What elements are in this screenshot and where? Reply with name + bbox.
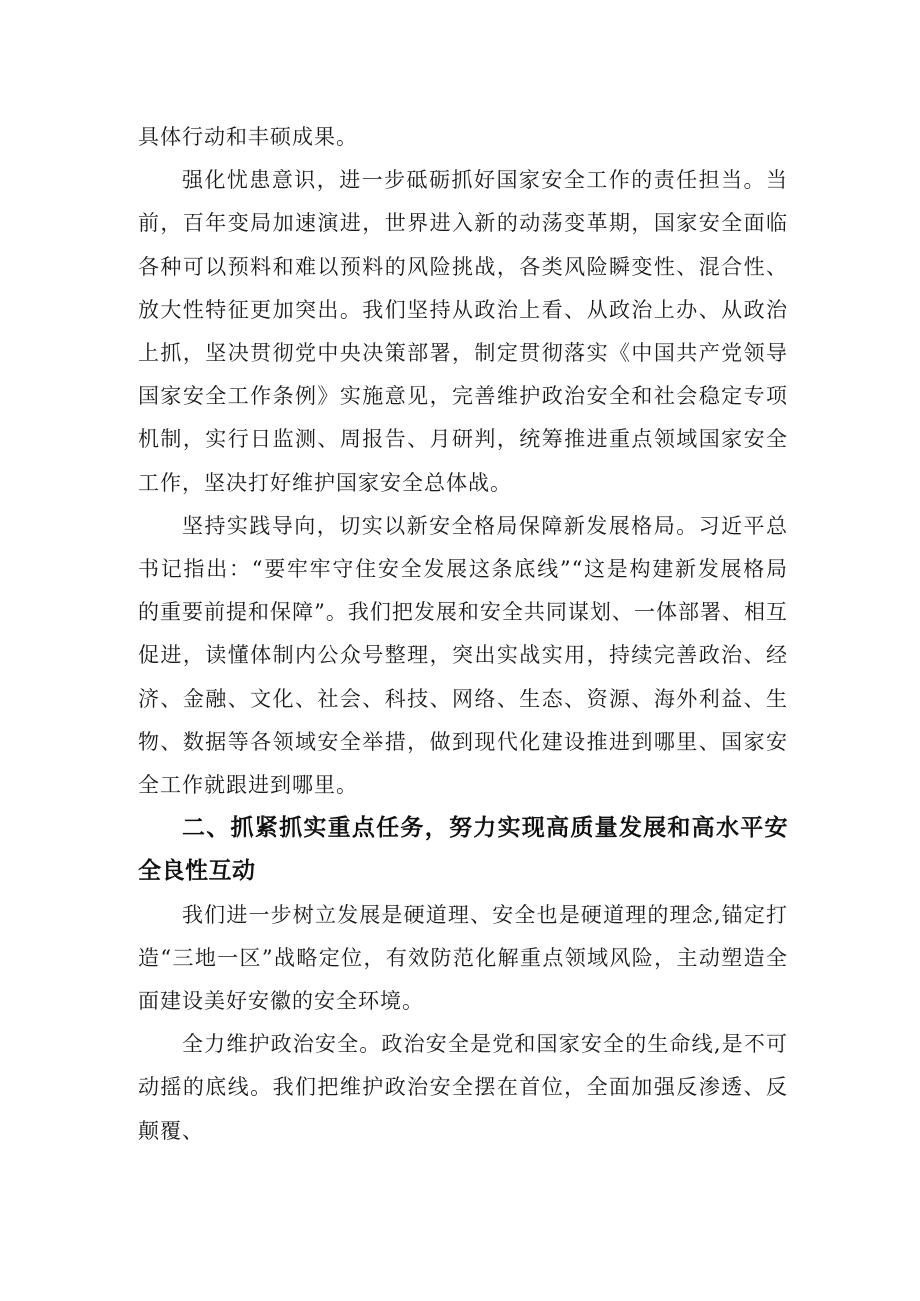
paragraph-worry-awareness: 强化忧患意识，进一步砥砺抓好国家安全工作的责任担当。当前，百年变局加速演进，世界进入新的动荡变革期，国家安全面临各种可以预料和难以预料的风险挑战，各类风险瞬变性、混合性、放大性特征更加突出。我们坚持从政治上看、从政治上办、从政治上抓，坚决贯彻党中央决策部署，制定贯彻落实《中国共产党领导国家安全工作条例》实施意见，完善维护政治安全和社会稳定专项机制，实行日监测、周报告、月研判，统筹推进重点领域国家安全工作，坚决打好维护国家安全总体战。	[138, 168, 788, 495]
section-heading-2: 二、抓紧抓实重点任务，努力实现高质量发展和高水平安全良性互动	[138, 815, 788, 885]
paragraph-continuation: 具体行动和丰硕成果。	[138, 125, 358, 149]
paragraph-political-security: 全力维护政治安全。政治安全是党和国家安全的生命线,是不可动摇的底线。我们把维护政治安全摆在首位，全面加强反渗透、反颠覆、	[138, 1032, 788, 1143]
document-body	[138, 116, 788, 1153]
paragraph-practice-orientation: 坚持实践导向，切实以新安全格局保障新发展格局。习近平总书记指出：“要牢牢守住安全发展这条底线”“这是构建新发展格局的重要前提和保障”。我们把发展和安全共同谋划、一体部署、相互促进，读懂体制内公众号整理，突出实战实用，持续完善政治、经济、金融、文化、社会、科技、网络、生态、资源、海外利益、生物、数据等各领域安全举措，做到现代化建设推进到哪里、国家安全工作就跟进到哪里。	[138, 513, 788, 798]
paragraph-development-concept: 我们进一步树立发展是硬道理、安全也是硬道理的理念,锚定打造“三地一区”战略定位，有效防范化解重点领域风险，主动塑造全面建设美好安徽的安全环境。	[138, 902, 788, 1014]
